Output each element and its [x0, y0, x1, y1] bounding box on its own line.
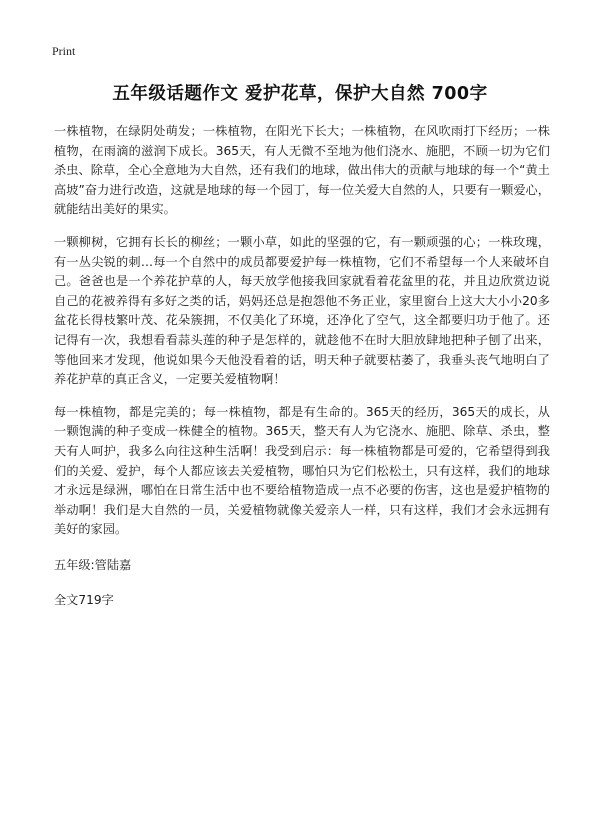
article-body	[54, 122, 550, 611]
article-title: 五年级话题作文 爱护花草，保护大自然 700字	[112, 84, 488, 104]
word-count: 全文719字	[54, 593, 114, 608]
paragraph-1: 一株植物，在绿阴处萌发；一株植物，在阳光下长大；一株植物，在风吹雨打下经历；一株植物，在雨滴的滋润下成长。365天，有人无微不至地为他们浇水、施肥，不顾一切为它们杀虫、除草，全心全意地为大自然，还有我们的地球，做出伟大的贡献与地球的每一个“黄土高坡”奋力进行改造，这就是地球的每一个园丁，每一位关爱大自然的人，只要有一颗爱心，就能结出美好的果实。	[54, 124, 550, 217]
paragraph-2: 一颗柳树，它拥有长长的柳丝；一颗小草，如此的坚强的它，有一颗顽强的心；一株玫瑰，有一丛尖锐的刺…每一个自然中的成员都要爱护每一株植物，它们不希望每一个人来破坏自己。爸爸也是一个养花护草的人，每天放学他接我回家就看着花盆里的花，并且边欣赏边说自己的花被养得有多好之类的话，妈妈还总是抱怨他不务正业，家里窗台上这大大小小20多盆花长得枝繁叶茂、花朵簇拥，不仅美化了环境，还净化了空气，这全都要归功于他了。还记得有一次，我想看看蒜头莲的种子是怎样的，就趁他不在时大胆放肆地把种子刨了出来，等他回来才发现，他说如果今天他没看着的话，明天种子就要枯萎了，我垂头丧气地明白了养花护草的真正含义，一定要关爱植物啊！	[54, 234, 550, 387]
paragraph-3: 每一株植物，都是完美的；每一株植物，都是有生命的。365天的经历，365天的成长，从一颗饱满的种子变成一株健全的植物。365天，整天有人为它浇水、施肥、除草、杀虫，整天有人呵护，我多么向往这种生活啊！我受到启示：每一株植物都是可爱的，它希望得到我们的关爱、爱护，每个人都应该去关爱植物，哪怕只为它们松松土，只有这样，我们的地球才永远是绿洲，哪怕在日常生活中也不要给植物造成一点不必要的伤害，这也是爱护植物的举动啊！我们是大自然的一员，关爱植物就像关爱亲人一样，只有这样，我们才会永远拥有美好的家园。	[54, 404, 550, 537]
author-line: 五年级:管陆嘉	[54, 557, 132, 572]
print-link[interactable]: Print	[52, 44, 76, 58]
